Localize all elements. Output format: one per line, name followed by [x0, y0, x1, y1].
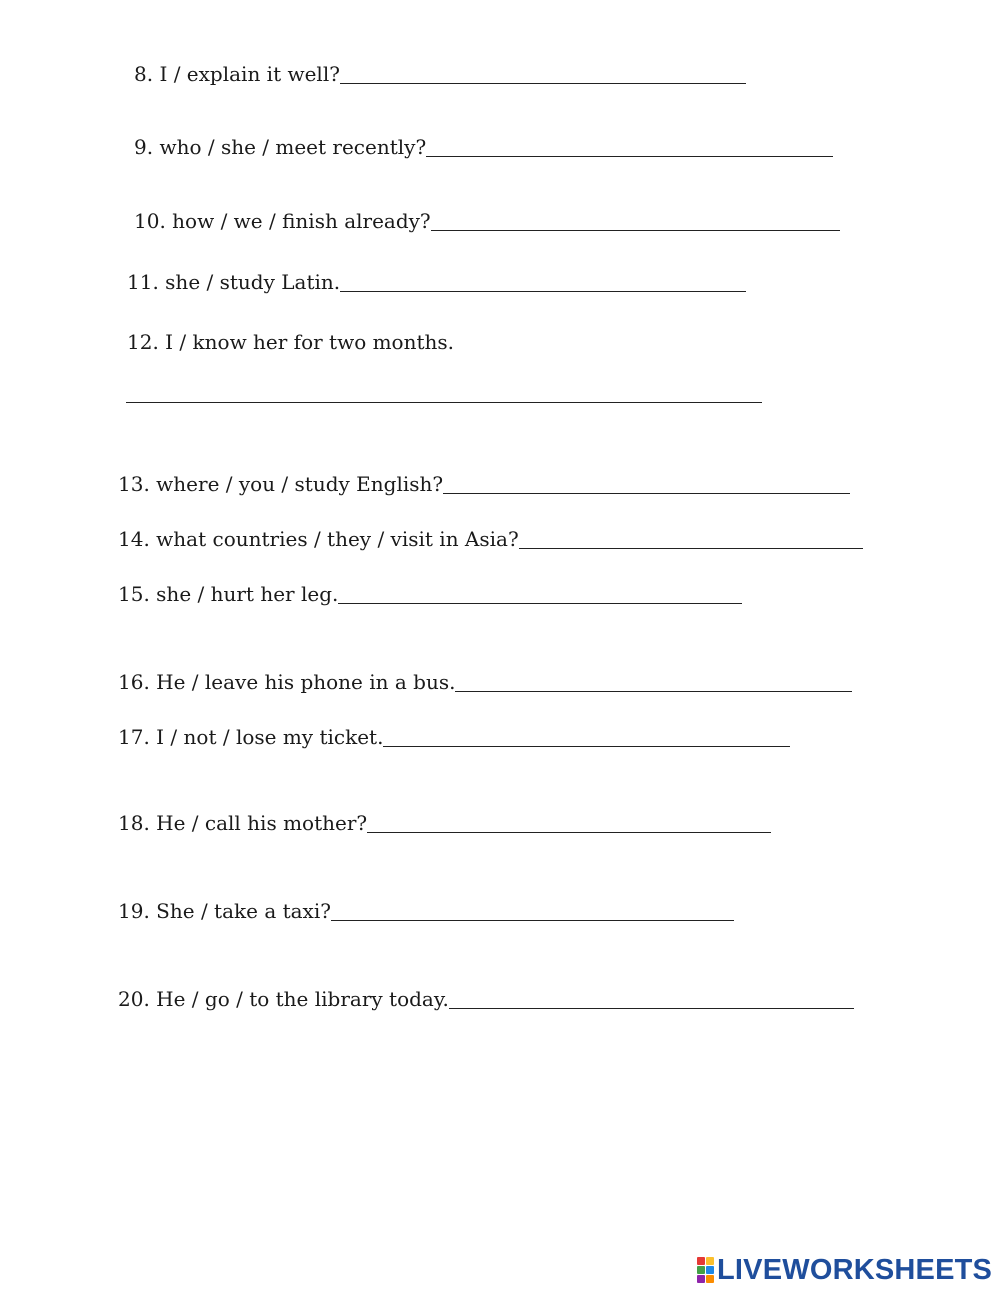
- question-prompt: I / know her for two months.: [165, 330, 455, 354]
- question-8: [134, 58, 746, 88]
- answer-blank[interactable]: [340, 83, 746, 84]
- question-number: 9.: [134, 135, 154, 159]
- answer-blank-line[interactable]: [126, 402, 762, 403]
- answer-blank[interactable]: [443, 493, 850, 494]
- question-prompt: she / study Latin.: [165, 270, 341, 294]
- question-number: 20.: [118, 987, 150, 1011]
- question-prompt: I / explain it well?: [159, 62, 340, 86]
- logo-blocks-icon: [697, 1257, 714, 1283]
- answer-blank[interactable]: [383, 746, 790, 747]
- liveworksheets-logo: [697, 1256, 992, 1284]
- question-prompt: She / take a taxi?: [156, 899, 331, 923]
- answer-blank[interactable]: [519, 548, 863, 549]
- question-number: 19.: [118, 899, 150, 923]
- question-number: 11.: [127, 270, 159, 294]
- question-20: [118, 983, 854, 1013]
- question-number: 12.: [127, 330, 159, 354]
- question-number: 18.: [118, 811, 150, 835]
- question-number: 15.: [118, 582, 150, 606]
- question-prompt: who / she / meet recently?: [159, 135, 427, 159]
- question-prompt: what countries / they / visit in Asia?: [156, 527, 519, 551]
- question-prompt: I / not / lose my ticket.: [156, 725, 384, 749]
- answer-blank[interactable]: [367, 832, 771, 833]
- question-19: [118, 895, 734, 925]
- answer-blank[interactable]: [338, 603, 742, 604]
- answer-blank[interactable]: [431, 230, 840, 231]
- question-12: [127, 326, 767, 356]
- answer-blank[interactable]: [449, 1008, 854, 1009]
- question-number: 10.: [134, 209, 166, 233]
- answer-blank[interactable]: [426, 156, 833, 157]
- question-9: [134, 131, 833, 161]
- question-17: [118, 721, 790, 751]
- question-number: 14.: [118, 527, 150, 551]
- question-number: 17.: [118, 725, 150, 749]
- question-13: [118, 468, 850, 498]
- logo-text: LIVEWORKSHEETS: [717, 1254, 993, 1286]
- question-10: [134, 205, 840, 235]
- question-number: 8.: [134, 62, 154, 86]
- question-prompt: He / call his mother?: [156, 811, 368, 835]
- question-prompt: He / leave his phone in a bus.: [156, 670, 456, 694]
- question-18: [118, 807, 771, 837]
- answer-blank[interactable]: [331, 920, 734, 921]
- question-16: [118, 666, 852, 696]
- question-prompt: where / you / study English?: [156, 472, 444, 496]
- question-prompt: she / hurt her leg.: [156, 582, 339, 606]
- question-15: [118, 578, 742, 608]
- answer-blank[interactable]: [340, 291, 746, 292]
- answer-blank[interactable]: [455, 691, 852, 692]
- question-11: [127, 266, 746, 296]
- question-14: [118, 523, 863, 553]
- question-number: 16.: [118, 670, 150, 694]
- question-number: 13.: [118, 472, 150, 496]
- question-prompt: how / we / finish already?: [172, 209, 431, 233]
- question-prompt: He / go / to the library today.: [156, 987, 449, 1011]
